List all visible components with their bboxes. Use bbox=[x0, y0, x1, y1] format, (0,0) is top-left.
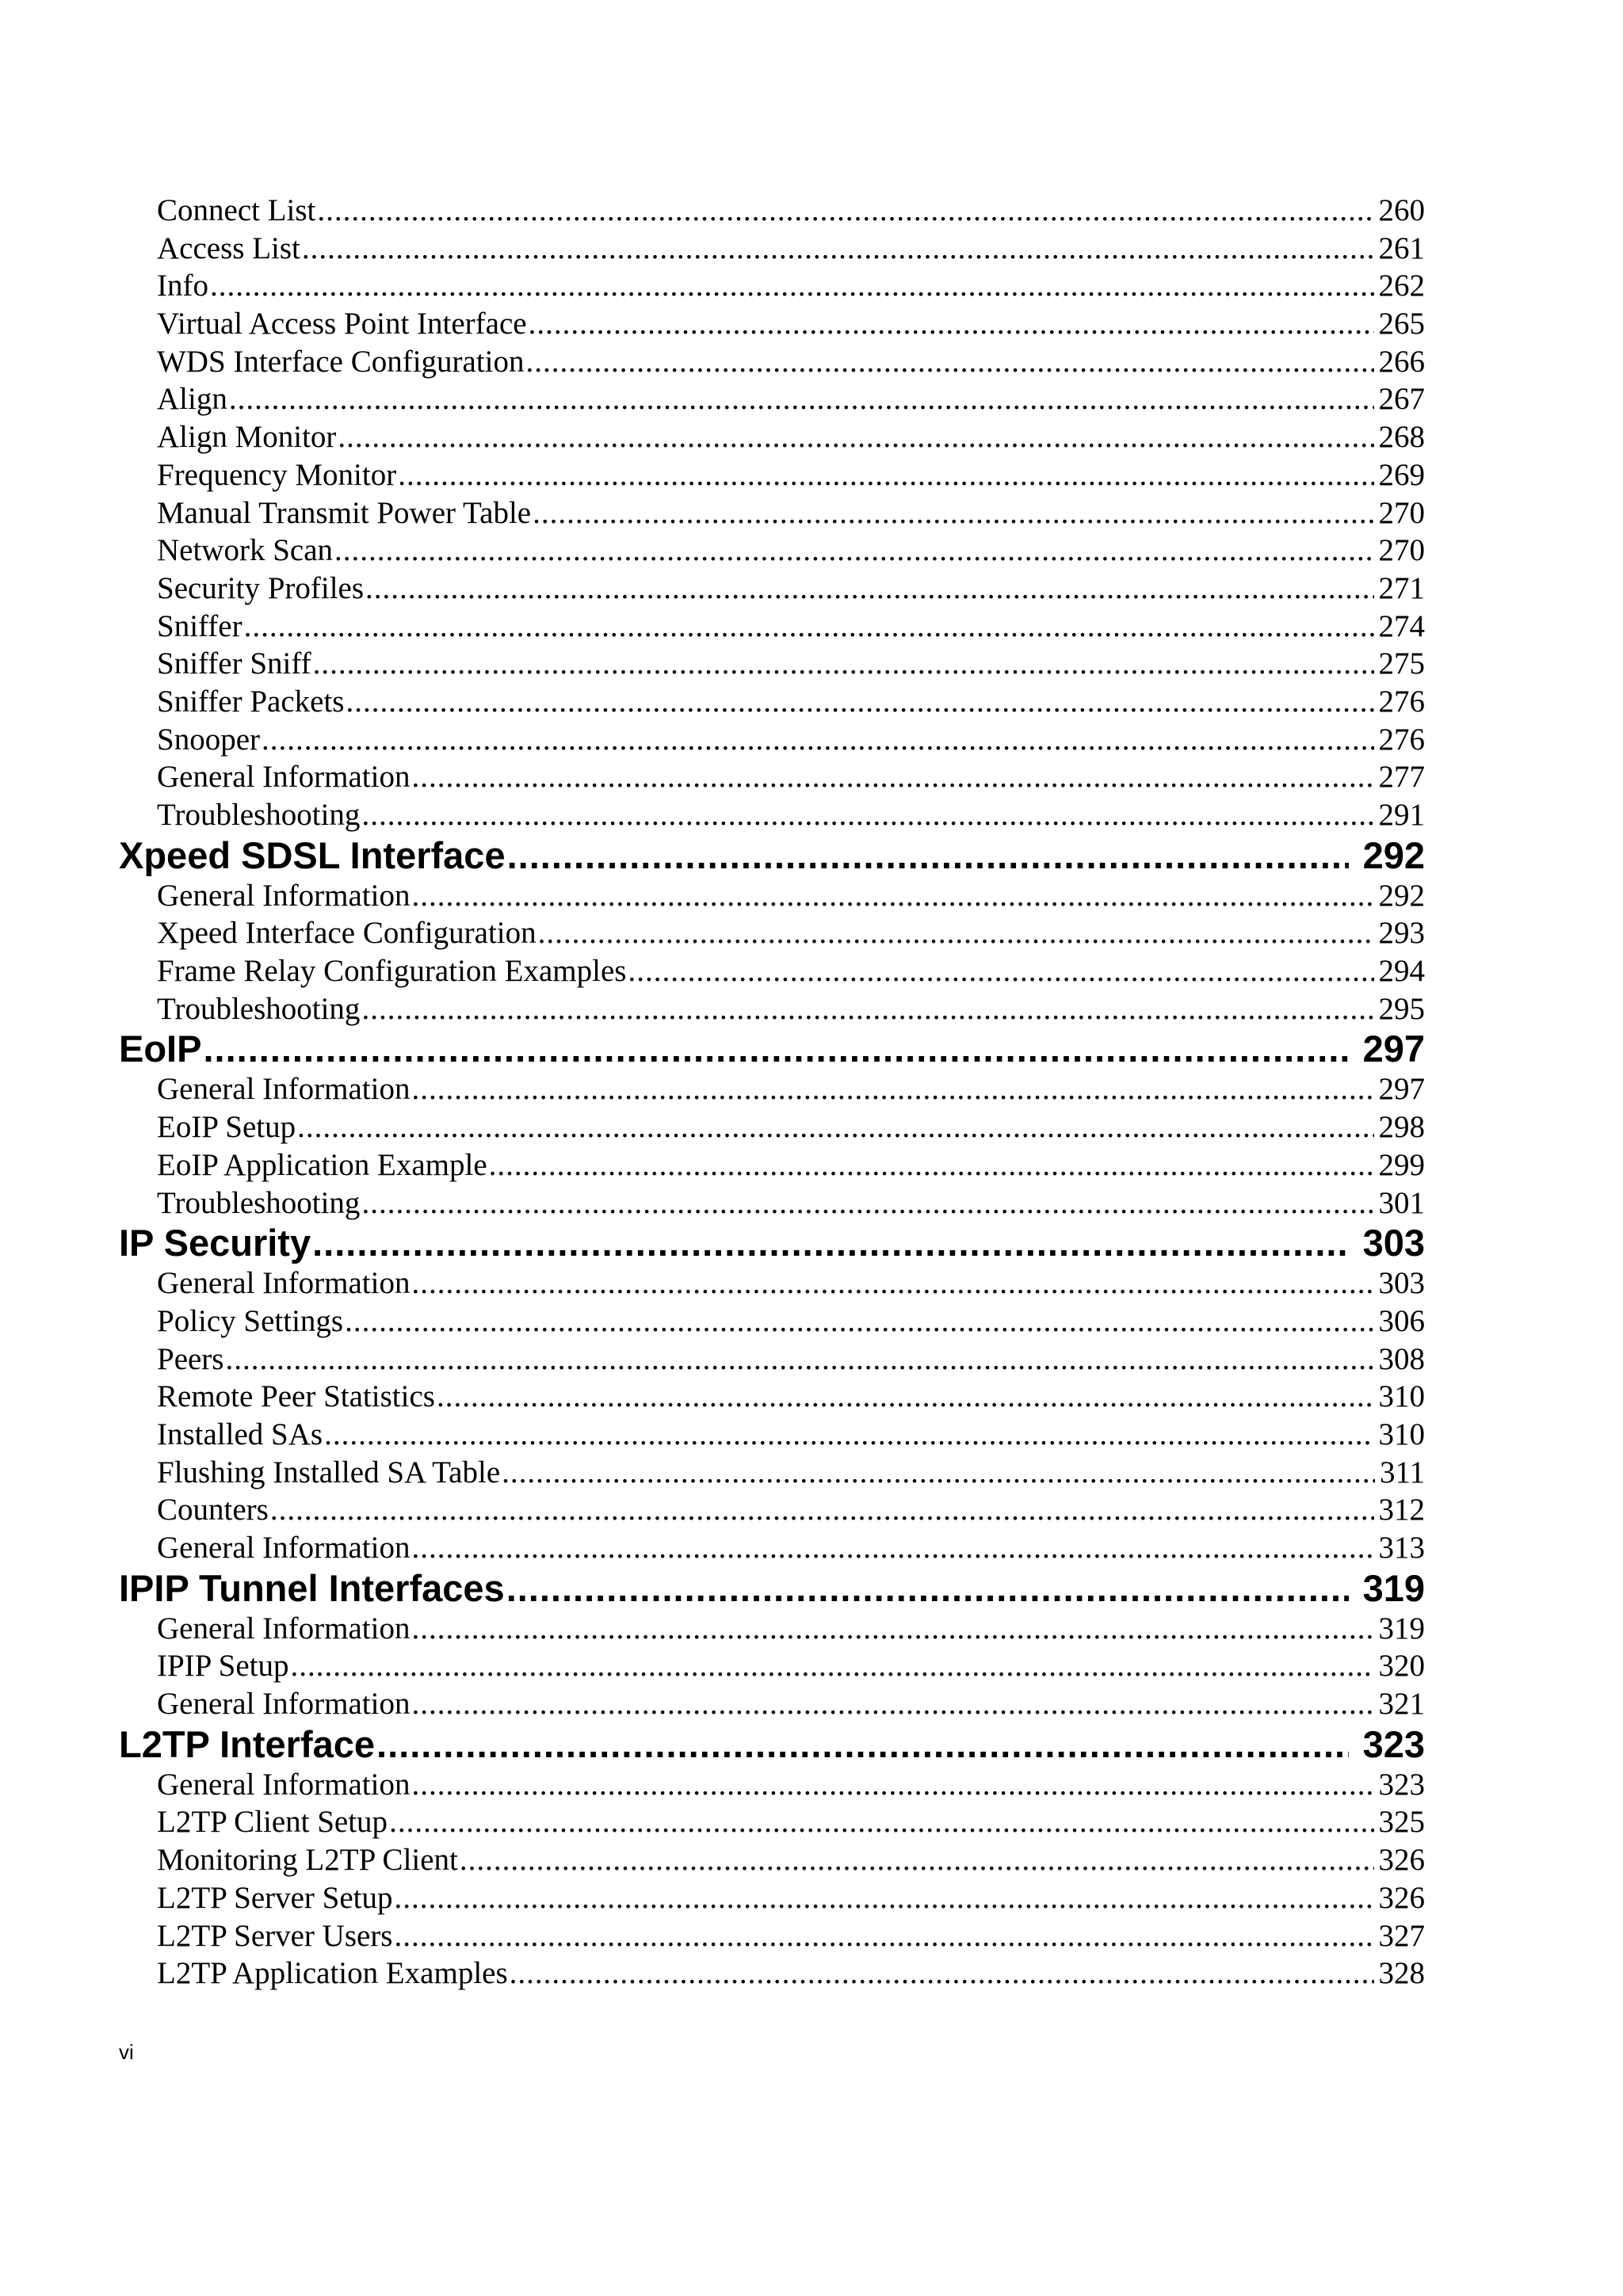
toc-entry-page-number: 270 bbox=[1378, 533, 1425, 568]
toc-section-entry[interactable] bbox=[119, 796, 1425, 834]
toc-entry-page-number: 262 bbox=[1378, 269, 1425, 303]
toc-entry-title: Info bbox=[157, 267, 208, 305]
toc-entry-title: IPIP Setup bbox=[157, 1647, 289, 1685]
toc-section-entry[interactable] bbox=[119, 1070, 1425, 1108]
toc-dot-leader bbox=[361, 990, 1373, 1028]
toc-dot-leader bbox=[302, 230, 1374, 268]
toc-entry-title: Virtual Access Point Interface bbox=[157, 305, 527, 343]
toc-entry-page-number: 301 bbox=[1378, 1185, 1425, 1220]
toc-dot-leader bbox=[297, 1108, 1373, 1146]
toc-entry-page-number: 310 bbox=[1378, 1417, 1425, 1451]
toc-entry-title: Network Scan bbox=[157, 532, 333, 570]
toc-dot-leader bbox=[291, 1647, 1374, 1685]
toc-dot-leader bbox=[361, 796, 1373, 834]
toc-entry-title: General Information bbox=[157, 1610, 410, 1648]
toc-dot-leader bbox=[411, 1610, 1373, 1648]
toc-dot-leader bbox=[460, 1841, 1374, 1879]
toc-dot-leader bbox=[365, 570, 1373, 608]
toc-entry-page-number: 269 bbox=[1378, 457, 1425, 492]
toc-entry-page-number: 275 bbox=[1378, 646, 1425, 681]
toc-entry-page-number: 326 bbox=[1378, 1880, 1425, 1915]
toc-dot-leader bbox=[229, 380, 1374, 418]
toc-dot-leader bbox=[411, 1070, 1373, 1108]
toc-section-entry[interactable] bbox=[119, 1647, 1425, 1685]
toc-section-entry[interactable] bbox=[119, 1378, 1425, 1416]
toc-entry-page-number: 303 bbox=[1378, 1266, 1425, 1301]
toc-section-entry[interactable] bbox=[119, 1108, 1425, 1146]
toc-entry-page-number: 295 bbox=[1378, 991, 1425, 1026]
toc-entry-page-number: 260 bbox=[1378, 193, 1425, 227]
toc-dot-leader bbox=[210, 267, 1374, 305]
toc-section-entry[interactable] bbox=[119, 914, 1425, 952]
toc-entry-title: Sniffer Packets bbox=[157, 683, 344, 721]
toc-section-entry[interactable] bbox=[119, 1917, 1425, 1955]
toc-entry-title: General Information bbox=[157, 1766, 410, 1804]
toc-section-entry[interactable] bbox=[119, 494, 1425, 532]
toc-section-entry[interactable] bbox=[119, 683, 1425, 721]
toc-entry-title: General Information bbox=[157, 1264, 410, 1302]
toc-entry-page-number: 327 bbox=[1378, 1918, 1425, 1953]
toc-dot-leader bbox=[389, 1803, 1373, 1841]
toc-section-entry[interactable] bbox=[119, 267, 1425, 305]
toc-entry-page-number: 268 bbox=[1378, 420, 1425, 455]
toc-dot-leader bbox=[411, 758, 1373, 796]
toc-dot-leader bbox=[395, 1917, 1374, 1955]
toc-dot-leader bbox=[317, 192, 1373, 230]
toc-entry-page-number: 293 bbox=[1378, 916, 1425, 951]
toc-dot-leader bbox=[411, 1264, 1373, 1302]
toc-entry-title: Troubleshooting bbox=[157, 1184, 360, 1222]
toc-entry-page-number: 294 bbox=[1378, 954, 1425, 989]
toc-section-entry[interactable] bbox=[119, 1302, 1425, 1341]
toc-entry-page-number: 323 bbox=[1378, 1767, 1425, 1802]
toc-entry-title: L2TP Server Users bbox=[157, 1917, 393, 1955]
toc-section-entry[interactable] bbox=[119, 1341, 1425, 1379]
toc-entry-title: General Information bbox=[157, 1070, 410, 1108]
toc-entry-title: Frame Relay Configuration Examples bbox=[157, 952, 626, 990]
toc-entry-page-number: 319 bbox=[1362, 1566, 1425, 1609]
toc-dot-leader bbox=[361, 1184, 1373, 1222]
toc-entry-title: Counters bbox=[157, 1491, 269, 1529]
toc-dot-leader bbox=[529, 305, 1374, 343]
toc-section-entry[interactable] bbox=[119, 1841, 1425, 1879]
toc-section-entry[interactable] bbox=[119, 1766, 1425, 1804]
toc-entry-title: Snooper bbox=[157, 721, 260, 759]
toc-section-entry[interactable] bbox=[119, 380, 1425, 418]
toc-dot-leader bbox=[411, 1529, 1373, 1567]
toc-section-entry[interactable] bbox=[119, 645, 1425, 683]
toc-dot-leader bbox=[411, 877, 1373, 915]
toc-dot-leader bbox=[376, 1723, 1349, 1766]
toc-dot-leader bbox=[411, 1766, 1373, 1804]
toc-entry-page-number: 310 bbox=[1378, 1379, 1425, 1414]
toc-chapter-entry[interactable] bbox=[119, 1028, 1425, 1070]
toc-entry-title: Connect List bbox=[157, 192, 315, 230]
toc-entry-title: Monitoring L2TP Client bbox=[157, 1841, 458, 1879]
toc-dot-leader bbox=[510, 1955, 1374, 1993]
toc-entry-title: WDS Interface Configuration bbox=[157, 343, 525, 381]
toc-entry-title: Flushing Installed SA Table bbox=[157, 1454, 500, 1492]
toc-entry-page-number: 276 bbox=[1378, 684, 1425, 719]
toc-section-entry[interactable] bbox=[119, 532, 1425, 570]
toc-section-entry[interactable] bbox=[119, 418, 1425, 456]
toc-chapter-entry[interactable] bbox=[119, 1222, 1425, 1264]
toc-dot-leader bbox=[345, 1302, 1373, 1341]
toc-entry-title: Xpeed Interface Configuration bbox=[157, 914, 537, 952]
toc-entry-title: Frequency Monitor bbox=[157, 456, 396, 494]
page-number-footer: vi bbox=[119, 2040, 134, 2064]
toc-entry-page-number: 270 bbox=[1378, 495, 1425, 530]
toc-dot-leader bbox=[313, 645, 1374, 683]
toc-section-entry[interactable] bbox=[119, 1264, 1425, 1302]
toc-entry-title: L2TP Client Setup bbox=[157, 1803, 388, 1841]
toc-section-entry[interactable] bbox=[119, 1610, 1425, 1648]
toc-dot-leader bbox=[338, 418, 1373, 456]
toc-dot-leader bbox=[526, 343, 1374, 381]
toc-section-entry[interactable] bbox=[119, 608, 1425, 646]
toc-entry-title: Sniffer Sniff bbox=[157, 645, 311, 683]
toc-entry-page-number: 297 bbox=[1362, 1028, 1425, 1070]
toc-entry-page-number: 271 bbox=[1378, 570, 1425, 605]
toc-section-entry[interactable] bbox=[119, 1184, 1425, 1222]
toc-chapter-entry[interactable] bbox=[119, 1567, 1425, 1610]
toc-entry-page-number: 325 bbox=[1378, 1805, 1425, 1840]
toc-entry-page-number: 298 bbox=[1378, 1110, 1425, 1145]
toc-entry-page-number: 306 bbox=[1378, 1303, 1425, 1338]
toc-section-entry[interactable] bbox=[119, 1529, 1425, 1567]
toc-entry-title: L2TP Interface bbox=[119, 1722, 376, 1765]
toc-entry-title: IP Security bbox=[119, 1222, 311, 1264]
toc-section-entry[interactable] bbox=[119, 1879, 1425, 1917]
toc-section-entry[interactable] bbox=[119, 1416, 1425, 1454]
toc-dot-leader bbox=[437, 1378, 1374, 1416]
toc-section-entry[interactable] bbox=[119, 192, 1425, 230]
toc-entry-title: L2TP Server Setup bbox=[157, 1879, 393, 1917]
toc-entry-title: EoIP bbox=[119, 1028, 202, 1070]
toc-section-entry[interactable] bbox=[119, 1803, 1425, 1841]
toc-entry-title: L2TP Application Examples bbox=[157, 1955, 508, 1993]
toc-entry-title: EoIP Setup bbox=[157, 1108, 296, 1146]
toc-dot-leader bbox=[203, 1028, 1349, 1070]
toc-section-entry[interactable] bbox=[119, 758, 1425, 796]
toc-entry-page-number: 292 bbox=[1362, 833, 1425, 876]
toc-entry-page-number: 265 bbox=[1378, 307, 1425, 341]
toc-dot-leader bbox=[398, 456, 1373, 494]
toc-entry-title: General Information bbox=[157, 1529, 410, 1567]
toc-entry-title: Troubleshooting bbox=[157, 990, 360, 1028]
toc-entry-page-number: 326 bbox=[1378, 1843, 1425, 1878]
toc-dot-leader bbox=[270, 1491, 1374, 1529]
toc-entry-title: Installed SAs bbox=[157, 1416, 323, 1454]
toc-section-entry[interactable] bbox=[119, 456, 1425, 494]
toc-dot-leader bbox=[489, 1146, 1374, 1184]
toc-dot-leader bbox=[411, 1685, 1373, 1723]
toc-entry-title: Security Profiles bbox=[157, 570, 364, 608]
toc-dot-leader bbox=[312, 1222, 1349, 1264]
toc-entry-title: Align Monitor bbox=[157, 418, 336, 456]
toc-section-entry[interactable] bbox=[119, 305, 1425, 343]
toc-entry-page-number: 299 bbox=[1378, 1147, 1425, 1182]
toc-chapter-entry[interactable] bbox=[119, 834, 1425, 877]
toc-entry-title: Peers bbox=[157, 1341, 223, 1379]
toc-dot-leader bbox=[244, 608, 1374, 646]
toc-section-entry[interactable] bbox=[119, 1454, 1425, 1492]
toc-entry-page-number: 274 bbox=[1378, 608, 1425, 643]
toc-entry-title: Xpeed SDSL Interface bbox=[119, 833, 506, 876]
toc-entry-page-number: 292 bbox=[1378, 878, 1425, 913]
toc-entry-page-number: 303 bbox=[1362, 1222, 1425, 1264]
toc-entry-page-number: 328 bbox=[1378, 1956, 1425, 1991]
toc-section-entry[interactable] bbox=[119, 1685, 1425, 1723]
toc-entry-page-number: 323 bbox=[1362, 1722, 1425, 1765]
toc-entry-page-number: 267 bbox=[1378, 382, 1425, 417]
toc-entry-page-number: 276 bbox=[1378, 722, 1425, 757]
toc-section-entry[interactable] bbox=[119, 570, 1425, 608]
toc-entry-page-number: 313 bbox=[1378, 1531, 1425, 1565]
toc-section-entry[interactable] bbox=[119, 952, 1425, 990]
toc-entry-title: IPIP Tunnel Interfaces bbox=[119, 1566, 505, 1609]
toc-entry-title: General Information bbox=[157, 1685, 410, 1723]
toc-entry-title: General Information bbox=[157, 877, 410, 915]
toc-section-entry[interactable] bbox=[119, 877, 1425, 915]
toc-dot-leader bbox=[225, 1341, 1373, 1379]
toc-dot-leader bbox=[538, 914, 1374, 952]
toc-dot-leader bbox=[533, 494, 1373, 532]
toc-entry-page-number: 321 bbox=[1378, 1687, 1425, 1722]
toc-dot-leader bbox=[628, 952, 1373, 990]
toc-entry-title: Manual Transmit Power Table bbox=[157, 494, 531, 532]
toc-dot-leader bbox=[506, 1567, 1349, 1610]
toc-entry-title: Access List bbox=[157, 230, 300, 268]
toc-dot-leader bbox=[324, 1416, 1373, 1454]
toc-dot-leader bbox=[334, 532, 1373, 570]
toc-entry-page-number: 291 bbox=[1378, 798, 1425, 832]
toc-entry-page-number: 261 bbox=[1378, 231, 1425, 265]
toc-section-entry[interactable] bbox=[119, 230, 1425, 268]
toc-entry-title: EoIP Application Example bbox=[157, 1146, 487, 1184]
toc-entry-page-number: 312 bbox=[1378, 1493, 1425, 1527]
toc-section-entry[interactable] bbox=[119, 343, 1425, 381]
toc-dot-leader bbox=[346, 683, 1373, 721]
toc-entry-page-number: 266 bbox=[1378, 344, 1425, 379]
toc-entry-title: Align bbox=[157, 380, 227, 418]
toc-entry-page-number: 311 bbox=[1379, 1455, 1425, 1489]
toc-entry-page-number: 320 bbox=[1378, 1649, 1425, 1684]
toc-dot-leader bbox=[262, 721, 1374, 759]
toc-dot-leader bbox=[502, 1454, 1375, 1492]
toc-section-entry[interactable] bbox=[119, 1146, 1425, 1184]
toc-entry-title: Policy Settings bbox=[157, 1302, 343, 1341]
toc-chapter-entry[interactable] bbox=[119, 1723, 1425, 1766]
toc-section-entry[interactable] bbox=[119, 1955, 1425, 1993]
toc-entry-page-number: 308 bbox=[1378, 1341, 1425, 1376]
toc-entry-title: Remote Peer Statistics bbox=[157, 1378, 435, 1416]
toc-section-entry[interactable] bbox=[119, 990, 1425, 1028]
toc-entry-title: General Information bbox=[157, 758, 410, 796]
toc-dot-leader bbox=[507, 834, 1349, 877]
toc-entry-page-number: 277 bbox=[1378, 760, 1425, 795]
toc-section-entry[interactable] bbox=[119, 1491, 1425, 1529]
toc-entry-page-number: 297 bbox=[1378, 1072, 1425, 1107]
toc-entry-title: Troubleshooting bbox=[157, 796, 360, 834]
table-of-contents bbox=[119, 192, 1425, 1993]
toc-section-entry[interactable] bbox=[119, 721, 1425, 759]
toc-dot-leader bbox=[395, 1879, 1374, 1917]
toc-entry-page-number: 319 bbox=[1378, 1611, 1425, 1646]
toc-entry-title: Sniffer bbox=[157, 608, 242, 646]
